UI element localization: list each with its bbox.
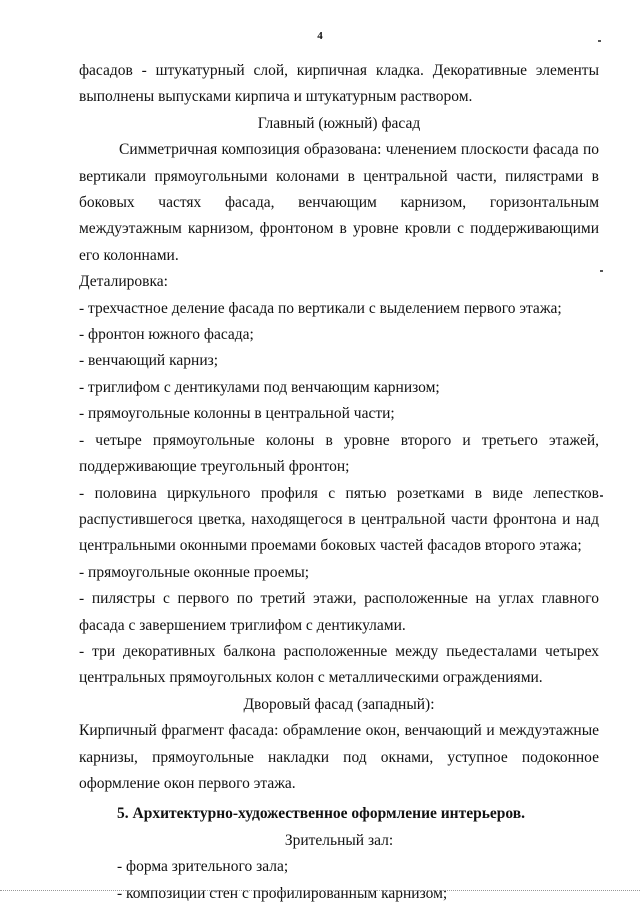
list-item: - композиции стен с профилированным карнизом; — [117, 884, 448, 902]
bottom-rule — [0, 890, 640, 891]
scan-speck — [600, 270, 603, 272]
heading-main-facade: Главный (южный) фасад — [257, 114, 421, 132]
scan-speck — [600, 495, 603, 497]
scan-speck — [598, 40, 601, 42]
detail-label: Деталировка: — [79, 273, 168, 291]
list-item: - венчающий карниз; — [79, 352, 219, 370]
section-heading: 5. Архитектурно-художественное оформление интерьеров. — [117, 805, 526, 823]
paragraph-yard-facade: Кирпичный фрагмент фасада: обрамление окон, венчающий и междуэтажные карнизы, прямоугольные накладки под окнами, уступное подоконное оформление окон первого этажа. — [79, 722, 599, 792]
list-item: - пилястры с первого по третий этажи, расположенные на углах главного фасада с завершением триглифом с дентикулами. — [79, 590, 599, 634]
list-item: - прямоугольные оконные проемы; — [79, 563, 310, 581]
paragraph-intro: фасадов - штукатурный слой, кирпичная кладка. Декоративные элементы выполнены выпусками кирпича и штукатурным раствором. — [79, 62, 599, 106]
list-item: - половина циркульного профиля с пятью розетками в виде лепестков распустившегося цветка, находящегося в центральной части фронтона и над центральными оконными проемами боковых частей фасадов второго этажа; — [79, 484, 599, 555]
list-item: - прямоугольные колонны в центральной части; — [79, 405, 395, 423]
document-body — [79, 58, 599, 907]
page-number: 4 — [317, 30, 323, 42]
heading-hall: Зрительный зал: — [284, 831, 394, 849]
heading-yard-facade: Дворовый фасад (западный): — [243, 695, 435, 713]
list-item: - трехчастное деление фасада по вертикали с выделением первого этажа; — [79, 299, 562, 317]
list-item: - четыре прямоугольные колоны в уровне второго и третьего этажей, поддерживающие треугольный фронтон; — [79, 431, 599, 476]
list-item: - триглифом с дентикулами под венчающим карнизом; — [79, 378, 440, 396]
list-item: - фронтон южного фасада; — [79, 326, 254, 344]
list-item: - три декоративных балкона расположенные между пьедесталами четырех центральных прямоугольных колон с металлическими ограждениями. — [79, 642, 599, 687]
paragraph-composition: Симметричная композиция образована: членением плоскости фасада по вертикали прямоугольными колонами в центральной части, пилястрами в боковых частях фасада, венчающим карнизом, горизонтальным междуэтажным карнизом, фронтоном в уровне кровли с поддерживающими его колоннами. — [79, 141, 599, 264]
list-item: - форма зрительного зала; — [117, 858, 289, 876]
